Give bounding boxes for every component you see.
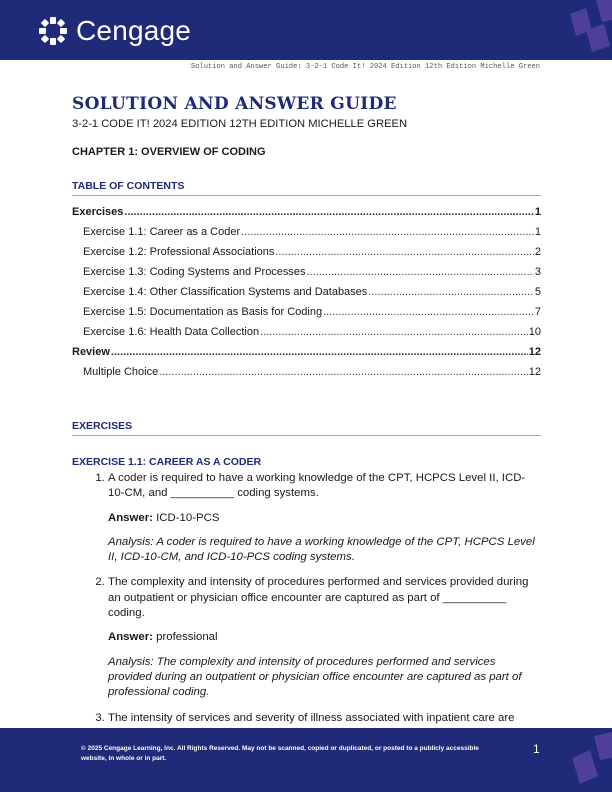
question-text: 2. The complexity and intensity of procedures performed and services provided during an outpatient or physician office encounter are captured as part of __________ coding. <box>108 576 529 620</box>
analysis-text: Analysis: A coder is required to have a working knowledge of the CPT, HCPCS Level II, ICD-10-CM, and ICD-10-PCS coding systems. <box>108 535 535 564</box>
copyright-notice: © 2025 Cengage Learning, Inc. All Rights Reserved. May not be scanned, copied or duplicated, or posted to a publicly accessible website, in whole or in part. <box>81 745 479 762</box>
book-subtitle: 3-2-1 CODE IT! 2024 EDITION 12TH EDITION MICHELLE GREEN <box>72 118 408 130</box>
question-text: 3. The intensity of services and severity of illness associated with inpatient care are <box>108 711 515 724</box>
answer-label: Answer: <box>108 631 153 644</box>
page-content <box>72 93 541 751</box>
question-item <box>108 575 541 700</box>
question-text: 1. A coder is required to have a working knowledge of the CPT, HCPCS Level II, ICD-10-CM, and __________ coding systems. <box>108 472 526 500</box>
question-list <box>72 471 541 741</box>
running-head: Solution and Answer Guide: 3-2-1 Code It! 2024 Edition 12th Edition Michelle Green <box>190 63 540 71</box>
toc-entry[interactable]: Exercise 1.3: Coding Systems and Processes ..... 3 <box>72 262 541 282</box>
exercise-subheading: EXERCISE 1.1: CAREER AS A CODER <box>72 456 262 468</box>
page-title: SOLUTION AND ANSWER GUIDE <box>72 94 397 114</box>
answer-value: professional <box>156 631 218 644</box>
toc-entry[interactable]: Exercise 1.6: Health Data Collection ..... 10 <box>72 322 541 342</box>
question-item <box>108 471 541 565</box>
toc-entry[interactable]: Exercise 1.5: Documentation as Basis for Coding ..... 7 <box>72 302 541 322</box>
toc-entry[interactable]: Exercises ..... 1 <box>72 202 541 222</box>
answer-line <box>108 511 541 526</box>
header-band <box>0 0 612 60</box>
footer-decoration <box>552 728 612 792</box>
footer-band <box>0 728 612 792</box>
answer-label: Answer: <box>108 511 153 524</box>
header-decoration <box>552 0 612 60</box>
table-of-contents <box>72 202 541 382</box>
brand-name: Cengage <box>76 15 192 46</box>
analysis-text: Analysis: The complexity and intensity of procedures performed and services provided during an outpatient or physician office encounter are captured as part of professional coding. <box>108 655 522 699</box>
toc-entry[interactable]: Review ..... 12 <box>72 342 541 362</box>
toc-entry[interactable]: Exercise 1.2: Professional Associations ..... 2 <box>72 242 541 262</box>
brand-logo <box>38 15 191 47</box>
toc-entry[interactable]: Multiple Choice ..... 12 <box>72 362 541 382</box>
toc-entry[interactable]: Exercise 1.4: Other Classification Systems and Databases ..... 5 <box>72 282 541 302</box>
cengage-logo-icon <box>38 16 68 46</box>
exercises-heading: EXERCISES <box>72 420 541 436</box>
toc-heading: TABLE OF CONTENTS <box>72 180 541 196</box>
toc-entry[interactable]: Exercise 1.1: Career as a Coder ..... 1 <box>72 222 541 242</box>
answer-line <box>108 630 541 645</box>
page-number: 1 <box>533 742 540 756</box>
chapter-heading: CHAPTER 1: OVERVIEW OF CODING <box>72 146 266 158</box>
answer-value: ICD-10-PCS <box>156 511 220 524</box>
